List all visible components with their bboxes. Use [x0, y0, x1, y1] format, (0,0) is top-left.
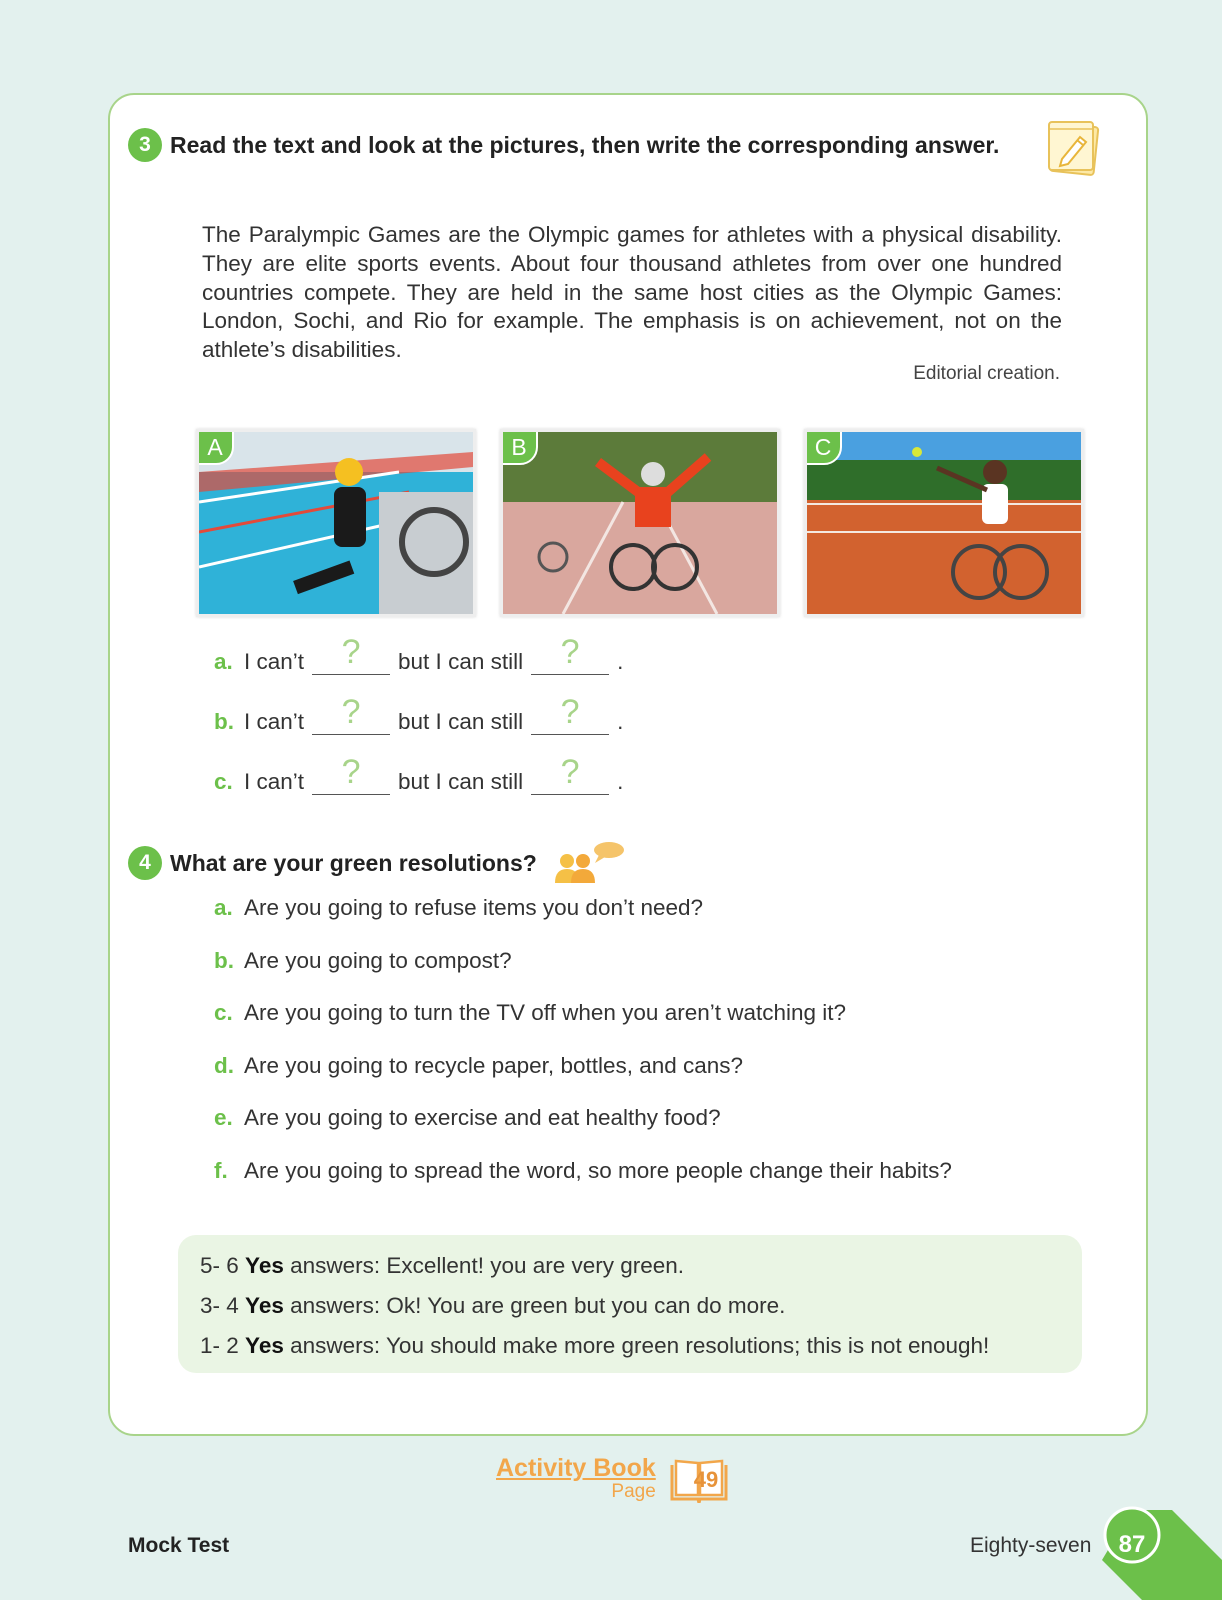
score-yes: Yes	[245, 1253, 284, 1278]
item-letter: b.	[214, 709, 234, 734]
score-yes: Yes	[245, 1293, 284, 1318]
question-mark-icon: ?	[560, 633, 580, 671]
fill-in-item	[214, 627, 623, 687]
resolution-questions	[214, 895, 952, 1210]
score-text: answers: Excellent! you are very green.	[290, 1253, 685, 1278]
fill-in-item	[214, 747, 623, 807]
question-text: Are you going to refuse items you don’t need?	[244, 895, 704, 920]
score-range: 1- 2	[200, 1333, 239, 1358]
wheelchair-racer-photo	[503, 432, 777, 614]
question-item	[214, 1158, 952, 1211]
exercise-4-title: What are your green resolutions?	[170, 849, 537, 876]
question-item	[214, 895, 952, 948]
photo-c	[804, 429, 1084, 617]
item-text-start: I can’t	[244, 769, 305, 794]
score-range: 3- 4	[200, 1293, 239, 1318]
reading-passage: The Paralympic Games are the Olympic games for athletes with a physical disability. They are elite sports events. About four thousand athletes from over one hundred countries compete. They are held in the same host cities as the Olympic Games: London, Sochi, and Rio for example. The emphasis is on achievement, not on the athlete’s disabilities.	[202, 222, 1062, 363]
item-letter: a.	[214, 649, 233, 674]
question-letter: a.	[214, 895, 233, 920]
question-letter: c.	[214, 1000, 233, 1025]
answer-blank[interactable]	[531, 693, 609, 735]
passage-source: Editorial creation.	[913, 363, 1060, 384]
item-text-start: I can’t	[244, 649, 305, 674]
wheelchair-tennis-photo	[807, 432, 1081, 614]
item-text-start: I can’t	[244, 709, 305, 734]
question-mark-icon: ?	[341, 693, 361, 731]
question-item	[214, 1000, 952, 1053]
exercise-3-header	[128, 128, 999, 162]
photo-b-label: B	[500, 429, 538, 465]
score-key-box	[178, 1235, 1082, 1373]
question-letter: d.	[214, 1052, 234, 1078]
activity-book-page-number: 49	[693, 1467, 719, 1492]
question-letter: b.	[214, 947, 234, 973]
question-item	[214, 1105, 952, 1158]
people-talking-icon	[553, 841, 625, 885]
photo-a	[196, 429, 476, 617]
photo-a-label: A	[196, 429, 234, 465]
exercise-card	[108, 93, 1148, 1436]
score-row	[200, 1333, 1082, 1373]
page-number: 87	[1118, 1531, 1146, 1558]
footer-section-title: Mock Test	[128, 1534, 230, 1557]
answer-blank[interactable]	[531, 633, 609, 675]
exercise-3-title: Read the text and look at the pictures, then write the corresponding answer.	[170, 131, 1000, 158]
question-text: Are you going to recycle paper, bottles, and cans?	[244, 1052, 744, 1078]
item-letter: c.	[214, 769, 233, 794]
question-mark-icon: ?	[341, 753, 361, 791]
item-text-end: .	[617, 769, 624, 794]
activity-book-page-label: Page	[611, 1481, 656, 1502]
question-letter: e.	[214, 1105, 233, 1130]
score-yes: Yes	[245, 1333, 284, 1358]
pencil-notebook-icon	[1046, 119, 1102, 177]
score-range: 5- 6	[200, 1253, 239, 1278]
question-item	[214, 948, 952, 1001]
item-text-end: .	[617, 649, 624, 674]
question-mark-icon: ?	[560, 693, 580, 731]
score-text: answers: Ok! You are green but you can do more.	[290, 1293, 786, 1318]
activity-book-title: Activity Book	[496, 1454, 656, 1482]
answer-blank[interactable]	[531, 753, 609, 795]
question-text: Are you going to exercise and eat healthy food?	[244, 1105, 721, 1130]
score-row	[200, 1293, 1082, 1333]
question-text: Are you going to compost?	[244, 947, 512, 973]
exercise-4-number: 4	[128, 846, 162, 880]
item-text-middle: but I can still	[398, 769, 524, 794]
score-text: answers: You should make more green resolutions; this is not enough!	[290, 1333, 990, 1358]
photo-c-label: C	[804, 429, 842, 465]
item-text-end: .	[617, 709, 624, 734]
item-text-middle: but I can still	[398, 709, 524, 734]
exercise-3-number: 3	[128, 128, 162, 162]
score-row	[200, 1253, 1082, 1293]
question-text: Are you going to spread the word, so more people change their habits?	[244, 1157, 952, 1183]
answer-blank[interactable]	[312, 693, 390, 735]
fill-in-item	[214, 687, 623, 747]
question-mark-icon: ?	[560, 753, 580, 791]
item-text-middle: but I can still	[398, 649, 524, 674]
question-item	[214, 1053, 952, 1106]
exercise-4-header	[128, 841, 625, 885]
answer-blank[interactable]	[312, 633, 390, 675]
photo-b	[500, 429, 780, 617]
activity-book-link[interactable]	[496, 1455, 656, 1502]
question-text: Are you going to turn the TV off when you aren’t watching it?	[244, 1000, 847, 1025]
footer-page-word: Eighty-seven	[970, 1534, 1092, 1557]
swimmer-photo	[199, 432, 473, 614]
question-letter: f.	[214, 1157, 228, 1183]
answer-blank[interactable]	[312, 753, 390, 795]
fill-in-list	[214, 627, 623, 807]
question-mark-icon: ?	[341, 633, 361, 671]
